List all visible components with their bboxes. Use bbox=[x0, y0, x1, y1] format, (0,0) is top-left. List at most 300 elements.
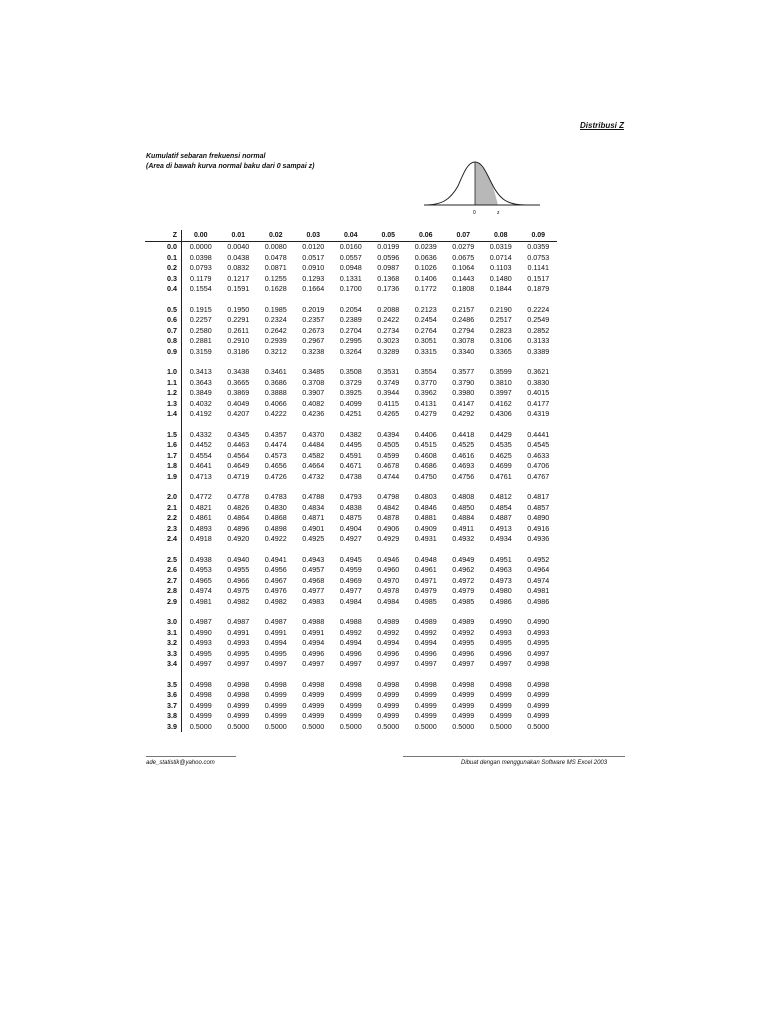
probability-cell: 0.3708 bbox=[302, 377, 325, 387]
probability-cell: 0.3186 bbox=[227, 346, 250, 356]
probability-cell: 0.4898 bbox=[264, 523, 287, 533]
probability-cell: 0.4931 bbox=[414, 534, 437, 543]
probability-cell: 0.4956 bbox=[264, 565, 287, 574]
probability-cell: 0.0987 bbox=[377, 263, 400, 272]
probability-cell: 0.4732 bbox=[302, 471, 325, 481]
probability-cell: 0.4997 bbox=[189, 659, 212, 668]
probability-cell: 0.4977 bbox=[302, 586, 325, 595]
probability-cell: 0.0319 bbox=[489, 242, 512, 251]
table-row bbox=[145, 440, 557, 451]
probability-cell: 0.1217 bbox=[227, 273, 250, 283]
spacer-cell bbox=[145, 482, 182, 492]
table-row bbox=[145, 451, 557, 462]
probability-cell: 0.2910 bbox=[227, 336, 250, 345]
probability-cell: 0.3438 bbox=[227, 367, 250, 376]
footer-rule-right bbox=[403, 756, 625, 757]
probability-cell: 0.2190 bbox=[489, 304, 512, 314]
table-row bbox=[145, 555, 557, 566]
probability-cell: 0.4989 bbox=[377, 617, 400, 626]
probability-cell: 0.1985 bbox=[264, 304, 287, 314]
z-value-cell: 1.9 bbox=[145, 472, 182, 483]
z-value-cell: 0.1 bbox=[145, 253, 182, 264]
probability-cell: 0.3531 bbox=[377, 367, 400, 376]
probability-cell: 0.4222 bbox=[264, 409, 287, 418]
column-header-row bbox=[145, 230, 557, 242]
probability-cell: 0.3133 bbox=[527, 336, 550, 345]
table-row bbox=[145, 701, 557, 712]
probability-cell: 0.4973 bbox=[489, 575, 512, 585]
probability-cell: 0.4279 bbox=[414, 409, 437, 418]
probability-cell: 0.4382 bbox=[339, 429, 362, 439]
z-value-cell: 1.6 bbox=[145, 440, 182, 451]
probability-cell: 0.1293 bbox=[302, 273, 325, 283]
probability-cell: 0.3554 bbox=[414, 367, 437, 376]
probability-cell: 0.0557 bbox=[339, 252, 362, 262]
probability-cell: 0.3729 bbox=[339, 377, 362, 387]
probability-cell: 0.4995 bbox=[227, 648, 250, 658]
probability-cell: 0.0871 bbox=[264, 263, 287, 272]
probability-cell: 0.4998 bbox=[489, 679, 512, 689]
z-value-cell: 2.1 bbox=[145, 503, 182, 514]
probability-cell: 0.1554 bbox=[189, 284, 212, 293]
probability-cell: 0.4599 bbox=[377, 450, 400, 460]
table-row bbox=[145, 472, 557, 483]
probability-cell: 0.4767 bbox=[527, 471, 550, 481]
probability-cell: 0.4971 bbox=[414, 575, 437, 585]
probability-cell: 0.4999 bbox=[264, 700, 287, 710]
probability-cell: 0.2764 bbox=[414, 325, 437, 335]
column-header: 0.06 bbox=[407, 230, 445, 242]
z-value-cell: 1.0 bbox=[145, 367, 182, 378]
probability-cell: 0.4938 bbox=[189, 554, 212, 564]
z-value-cell: 0.9 bbox=[145, 347, 182, 358]
probability-cell: 0.4977 bbox=[339, 586, 362, 595]
probability-cell: 0.0398 bbox=[189, 252, 212, 262]
probability-cell: 0.4265 bbox=[377, 409, 400, 418]
z-value-cell: 3.0 bbox=[145, 617, 182, 628]
probability-cell: 0.4968 bbox=[302, 575, 325, 585]
probability-cell: 0.4357 bbox=[264, 429, 287, 439]
z-value-cell: 3.3 bbox=[145, 649, 182, 660]
probability-cell: 0.4099 bbox=[339, 398, 362, 408]
probability-cell: 0.4998 bbox=[227, 690, 250, 699]
probability-cell: 0.4999 bbox=[452, 711, 475, 720]
probability-cell: 0.4993 bbox=[527, 627, 550, 637]
probability-cell: 0.4738 bbox=[339, 471, 362, 481]
probability-cell: 0.4994 bbox=[339, 638, 362, 647]
probability-cell: 0.4251 bbox=[339, 409, 362, 418]
probability-cell: 0.4332 bbox=[189, 429, 212, 439]
probability-cell: 0.0832 bbox=[227, 263, 250, 272]
probability-cell: 0.4994 bbox=[302, 638, 325, 647]
probability-cell: 0.3770 bbox=[414, 377, 437, 387]
probability-cell: 0.4994 bbox=[414, 638, 437, 647]
probability-cell: 0.4826 bbox=[227, 502, 250, 512]
table-row bbox=[145, 711, 557, 722]
probability-cell: 0.1368 bbox=[377, 273, 400, 283]
probability-cell: 0.4904 bbox=[339, 523, 362, 533]
probability-cell: 0.4969 bbox=[339, 575, 362, 585]
probability-cell: 0.4319 bbox=[527, 409, 550, 418]
probability-cell: 0.0080 bbox=[264, 242, 287, 251]
probability-cell: 0.4992 bbox=[414, 627, 437, 637]
z-value-cell: 2.0 bbox=[145, 492, 182, 503]
probability-cell: 0.4418 bbox=[452, 429, 475, 439]
column-header: 0.07 bbox=[445, 230, 483, 242]
probability-cell: 0.4997 bbox=[227, 659, 250, 668]
probability-cell: 0.4871 bbox=[302, 513, 325, 522]
probability-cell: 0.3413 bbox=[189, 367, 212, 376]
probability-cell: 0.5000 bbox=[339, 721, 362, 731]
probability-cell: 0.2088 bbox=[377, 304, 400, 314]
probability-cell: 0.4834 bbox=[302, 502, 325, 512]
probability-cell: 0.4726 bbox=[264, 471, 287, 481]
probability-cell: 0.3389 bbox=[527, 346, 550, 356]
probability-cell: 0.4793 bbox=[339, 492, 362, 501]
table-row bbox=[145, 586, 557, 597]
probability-cell: 0.4896 bbox=[227, 523, 250, 533]
probability-cell: 0.4995 bbox=[264, 648, 287, 658]
spacer-cell bbox=[182, 420, 558, 430]
probability-cell: 0.2580 bbox=[189, 325, 212, 335]
probability-cell: 0.4964 bbox=[527, 565, 550, 574]
probability-cell: 0.4999 bbox=[377, 690, 400, 699]
table-row bbox=[145, 649, 557, 660]
probability-cell: 0.4554 bbox=[189, 450, 212, 460]
z-value-cell: 2.2 bbox=[145, 513, 182, 524]
probability-cell: 0.3907 bbox=[302, 388, 325, 397]
probability-cell: 0.0793 bbox=[189, 263, 212, 272]
column-header: 0.00 bbox=[182, 230, 220, 242]
probability-cell: 0.0359 bbox=[527, 242, 550, 251]
z-value-cell: 3.8 bbox=[145, 711, 182, 722]
probability-cell: 0.4932 bbox=[452, 534, 475, 543]
probability-cell: 0.4999 bbox=[452, 700, 475, 710]
probability-cell: 0.4798 bbox=[377, 492, 400, 501]
probability-cell: 0.4995 bbox=[189, 648, 212, 658]
footer-email: ade_statistik@yahoo.com bbox=[146, 760, 215, 766]
probability-cell: 0.4998 bbox=[527, 659, 550, 668]
probability-cell: 0.1808 bbox=[452, 284, 475, 293]
probability-cell: 0.4582 bbox=[302, 450, 325, 460]
probability-cell: 0.2019 bbox=[302, 304, 325, 314]
probability-cell: 0.4719 bbox=[227, 471, 250, 481]
probability-cell: 0.3159 bbox=[189, 346, 212, 356]
z-value-cell: 3.7 bbox=[145, 701, 182, 712]
probability-cell: 0.4909 bbox=[414, 523, 437, 533]
probability-cell: 0.3365 bbox=[489, 346, 512, 356]
z-value-cell: 1.1 bbox=[145, 378, 182, 389]
column-header: 0.04 bbox=[332, 230, 370, 242]
probability-cell: 0.4830 bbox=[264, 502, 287, 512]
probability-cell: 0.2257 bbox=[189, 315, 212, 324]
z-value-cell: 0.4 bbox=[145, 284, 182, 295]
probability-cell: 0.1664 bbox=[302, 284, 325, 293]
probability-cell: 0.4861 bbox=[189, 513, 212, 522]
probability-cell: 0.1591 bbox=[227, 284, 250, 293]
probability-cell: 0.4927 bbox=[339, 534, 362, 543]
probability-cell: 0.4854 bbox=[489, 502, 512, 512]
probability-cell: 0.4699 bbox=[489, 461, 512, 470]
z-value-cell: 0.7 bbox=[145, 326, 182, 337]
probability-cell: 0.4934 bbox=[489, 534, 512, 543]
probability-cell: 0.3051 bbox=[414, 336, 437, 345]
probability-cell: 0.0239 bbox=[414, 242, 437, 251]
spacer-cell bbox=[182, 482, 558, 492]
probability-cell: 0.4982 bbox=[227, 596, 250, 606]
probability-cell: 0.2357 bbox=[302, 315, 325, 324]
probability-cell: 0.4842 bbox=[377, 502, 400, 512]
probability-cell: 0.4936 bbox=[527, 534, 550, 543]
table-row bbox=[145, 492, 557, 503]
group-spacer bbox=[145, 607, 557, 617]
probability-cell: 0.2123 bbox=[414, 304, 437, 314]
z-value-cell: 2.5 bbox=[145, 555, 182, 566]
probability-cell: 0.1915 bbox=[189, 304, 212, 314]
table-row bbox=[145, 597, 557, 608]
probability-cell: 0.0517 bbox=[302, 252, 325, 262]
probability-cell: 0.4975 bbox=[227, 586, 250, 595]
probability-cell: 0.4893 bbox=[189, 523, 212, 533]
probability-cell: 0.2224 bbox=[527, 304, 550, 314]
probability-cell: 0.4236 bbox=[302, 409, 325, 418]
table-row bbox=[145, 576, 557, 587]
spacer-cell bbox=[182, 607, 558, 617]
table-row bbox=[145, 503, 557, 514]
probability-cell: 0.4998 bbox=[264, 679, 287, 689]
probability-cell: 0.4946 bbox=[377, 554, 400, 564]
probability-cell: 0.4999 bbox=[339, 690, 362, 699]
probability-cell: 0.4974 bbox=[527, 575, 550, 585]
probability-cell: 0.1026 bbox=[414, 263, 437, 272]
probability-cell: 0.4979 bbox=[452, 586, 475, 595]
probability-cell: 0.5000 bbox=[489, 721, 512, 731]
table-row bbox=[145, 336, 557, 347]
probability-cell: 0.4940 bbox=[227, 554, 250, 564]
probability-cell: 0.5000 bbox=[227, 721, 250, 731]
probability-cell: 0.4147 bbox=[452, 398, 475, 408]
probability-cell: 0.4306 bbox=[489, 409, 512, 418]
probability-cell: 0.0596 bbox=[377, 252, 400, 262]
probability-cell: 0.4887 bbox=[489, 513, 512, 522]
probability-cell: 0.4999 bbox=[302, 700, 325, 710]
probability-cell: 0.4994 bbox=[264, 638, 287, 647]
probability-cell: 0.4778 bbox=[227, 492, 250, 501]
probability-cell: 0.2454 bbox=[414, 315, 437, 324]
probability-cell: 0.4999 bbox=[527, 690, 550, 699]
group-spacer bbox=[145, 670, 557, 680]
table-row bbox=[145, 263, 557, 274]
probability-cell: 0.4980 bbox=[489, 586, 512, 595]
probability-cell: 0.4989 bbox=[414, 617, 437, 626]
probability-cell: 0.4370 bbox=[302, 429, 325, 439]
probability-cell: 0.4772 bbox=[189, 492, 212, 501]
probability-cell: 0.1064 bbox=[452, 263, 475, 272]
table-row bbox=[145, 399, 557, 410]
probability-cell: 0.4972 bbox=[452, 575, 475, 585]
probability-cell: 0.2611 bbox=[227, 325, 249, 335]
probability-cell: 0.4999 bbox=[377, 711, 400, 720]
z-value-cell: 0.2 bbox=[145, 263, 182, 274]
group-spacer bbox=[145, 357, 557, 367]
z-value-cell: 1.2 bbox=[145, 388, 182, 399]
probability-cell: 0.4986 bbox=[527, 596, 550, 606]
probability-cell: 0.4961 bbox=[414, 565, 437, 574]
probability-cell: 0.4884 bbox=[452, 513, 475, 522]
spacer-cell bbox=[145, 420, 182, 430]
probability-cell: 0.3264 bbox=[339, 346, 362, 356]
probability-cell: 0.5000 bbox=[527, 721, 550, 731]
probability-cell: 0.4808 bbox=[452, 492, 475, 501]
probability-cell: 0.2324 bbox=[264, 315, 287, 324]
probability-cell: 0.4868 bbox=[264, 513, 287, 522]
probability-cell: 0.4991 bbox=[227, 627, 250, 637]
table-row bbox=[145, 722, 557, 733]
probability-cell: 0.3980 bbox=[452, 388, 475, 397]
table-row bbox=[145, 378, 557, 389]
probability-cell: 0.4864 bbox=[227, 513, 250, 522]
probability-cell: 0.4955 bbox=[227, 565, 250, 574]
table-row bbox=[145, 659, 557, 670]
probability-cell: 0.4049 bbox=[227, 398, 250, 408]
probability-cell: 0.3577 bbox=[452, 367, 475, 376]
z-value-cell: 0.8 bbox=[145, 336, 182, 347]
probability-cell: 0.2967 bbox=[302, 336, 325, 345]
probability-cell: 0.4998 bbox=[527, 679, 550, 689]
probability-cell: 0.4573 bbox=[264, 450, 287, 460]
group-spacer bbox=[145, 545, 557, 555]
probability-cell: 0.4998 bbox=[339, 679, 362, 689]
probability-cell: 0.4394 bbox=[377, 429, 400, 439]
probability-cell: 0.4997 bbox=[452, 659, 475, 668]
table-row bbox=[145, 680, 557, 691]
spacer-cell bbox=[145, 607, 182, 617]
probability-cell: 0.3810 bbox=[489, 377, 512, 387]
probability-cell: 0.4452 bbox=[189, 440, 212, 449]
probability-cell: 0.0753 bbox=[527, 252, 550, 262]
z-value-cell: 0.6 bbox=[145, 315, 182, 326]
probability-cell: 0.4484 bbox=[302, 440, 325, 449]
probability-cell: 0.3599 bbox=[489, 367, 512, 376]
footer-note: Dibuat dengan menggunakan Software MS Excel 2003 bbox=[461, 760, 608, 766]
probability-cell: 0.3888 bbox=[264, 388, 287, 397]
probability-cell: 0.4922 bbox=[264, 534, 287, 543]
table-row bbox=[145, 524, 557, 535]
probability-cell: 0.5000 bbox=[264, 721, 287, 731]
probability-cell: 0.2673 bbox=[302, 325, 325, 335]
spacer-cell bbox=[145, 670, 182, 680]
probability-cell: 0.4525 bbox=[452, 440, 475, 449]
probability-cell: 0.4945 bbox=[339, 554, 362, 564]
probability-cell: 0.4988 bbox=[302, 617, 325, 626]
z-value-cell: 3.1 bbox=[145, 628, 182, 639]
probability-cell: 0.4664 bbox=[302, 461, 325, 470]
probability-cell: 0.2794 bbox=[452, 325, 475, 335]
probability-cell: 0.0040 bbox=[227, 242, 250, 251]
probability-cell: 0.1331 bbox=[339, 273, 362, 283]
probability-cell: 0.4999 bbox=[414, 700, 437, 710]
probability-cell: 0.4974 bbox=[189, 586, 212, 595]
probability-cell: 0.4750 bbox=[414, 471, 437, 481]
probability-cell: 0.4925 bbox=[302, 534, 325, 543]
probability-cell: 0.4997 bbox=[377, 659, 400, 668]
probability-cell: 0.2054 bbox=[339, 304, 362, 314]
probability-cell: 0.4207 bbox=[227, 409, 250, 418]
probability-cell: 0.4949 bbox=[452, 554, 475, 564]
probability-cell: 0.4990 bbox=[189, 627, 212, 637]
probability-cell: 0.3849 bbox=[189, 388, 212, 397]
probability-cell: 0.4857 bbox=[527, 502, 550, 512]
probability-cell: 0.4999 bbox=[227, 700, 250, 710]
probability-cell: 0.4990 bbox=[527, 617, 550, 626]
group-spacer bbox=[145, 420, 557, 430]
probability-cell: 0.0636 bbox=[414, 252, 437, 262]
z-column-header: Z bbox=[145, 230, 182, 242]
probability-cell: 0.4996 bbox=[339, 648, 362, 658]
probability-cell: 0.4998 bbox=[302, 679, 325, 689]
probability-cell: 0.0478 bbox=[264, 252, 287, 262]
table-row bbox=[145, 513, 557, 524]
probability-cell: 0.4706 bbox=[527, 461, 550, 470]
probability-cell: 0.4906 bbox=[377, 523, 400, 533]
probability-cell: 0.5000 bbox=[189, 721, 212, 731]
probability-cell: 0.2734 bbox=[377, 325, 400, 335]
probability-cell: 0.1255 bbox=[264, 273, 287, 283]
table-row bbox=[145, 617, 557, 628]
column-header: 0.09 bbox=[520, 230, 558, 242]
table-row bbox=[145, 534, 557, 545]
probability-cell: 0.2642 bbox=[264, 325, 287, 335]
probability-cell: 0.1772 bbox=[414, 284, 437, 293]
probability-cell: 0.4995 bbox=[452, 638, 475, 647]
probability-cell: 0.4995 bbox=[489, 638, 512, 647]
probability-cell: 0.4441 bbox=[527, 429, 550, 439]
probability-cell: 0.0948 bbox=[339, 263, 362, 272]
probability-cell: 0.4979 bbox=[414, 586, 437, 595]
probability-cell: 0.0714 bbox=[489, 252, 512, 262]
probability-cell: 0.4976 bbox=[264, 586, 287, 595]
probability-cell: 0.4957 bbox=[302, 565, 325, 574]
probability-cell: 0.4850 bbox=[452, 502, 475, 512]
probability-cell: 0.0120 bbox=[302, 242, 325, 251]
probability-cell: 0.4963 bbox=[489, 565, 512, 574]
probability-cell: 0.3997 bbox=[489, 388, 512, 397]
probability-cell: 0.4981 bbox=[189, 596, 212, 606]
probability-cell: 0.0279 bbox=[452, 242, 475, 251]
probability-cell: 0.3621 bbox=[527, 367, 550, 376]
z-value-cell: 0.0 bbox=[145, 242, 182, 253]
probability-cell: 0.4463 bbox=[227, 440, 250, 449]
probability-cell: 0.2995 bbox=[339, 336, 362, 345]
probability-cell: 0.4671 bbox=[339, 461, 362, 470]
probability-cell: 0.1736 bbox=[377, 284, 400, 293]
probability-cell: 0.4066 bbox=[264, 398, 287, 408]
spacer-cell bbox=[182, 670, 558, 680]
probability-cell: 0.0160 bbox=[339, 242, 362, 251]
probability-cell: 0.4678 bbox=[377, 461, 400, 470]
probability-cell: 0.2549 bbox=[527, 315, 550, 324]
probability-cell: 0.4545 bbox=[527, 440, 550, 449]
probability-cell: 0.3078 bbox=[452, 336, 475, 345]
probability-cell: 0.4591 bbox=[339, 450, 362, 460]
probability-cell: 0.5000 bbox=[414, 721, 437, 731]
probability-cell: 0.4998 bbox=[227, 679, 250, 689]
probability-cell: 0.4999 bbox=[227, 711, 250, 720]
probability-cell: 0.4564 bbox=[227, 450, 250, 460]
probability-cell: 0.4997 bbox=[489, 659, 512, 668]
probability-cell: 0.4177 bbox=[527, 398, 550, 408]
probability-cell: 0.4959 bbox=[339, 565, 362, 574]
